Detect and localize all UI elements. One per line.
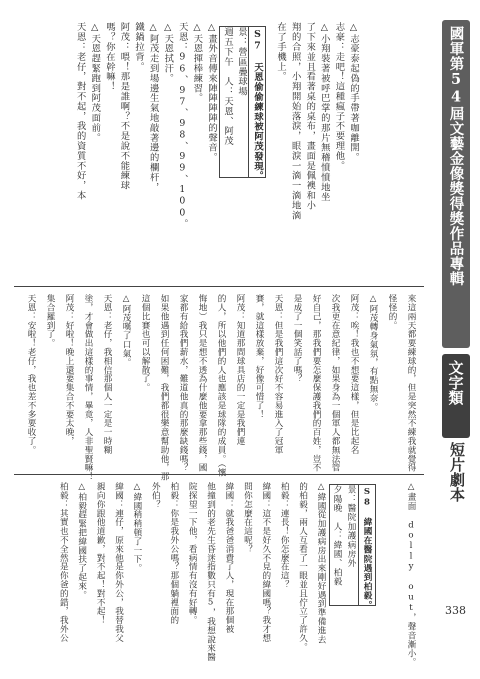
text-line: 家都有給我們薪水，難道他真的那麼缺錢嗎？ xyxy=(178,294,188,472)
text-line: 柏毅：你是我外公嗎？那個躺裡面的 xyxy=(168,482,179,625)
bottom-text-block-a xyxy=(402,482,420,667)
text-line: 阿茂：知道那間球具店的一定是我們連 xyxy=(235,294,245,446)
text-line: 了下來並且看著桌的桌布，畫面是佩襖和小 xyxy=(304,22,316,211)
text-line: 緯國：這不是好久不見的緯國嗎？我才想 xyxy=(260,482,271,643)
text-line: 親向你跟他道歉，對不起！對不起！ xyxy=(95,482,106,625)
text-line: △畫外音傳來陣陣陣陣的聲音。 xyxy=(206,22,217,163)
text-line: 次我更在意紀律，如果身為一個軍人都無法管 xyxy=(330,294,340,472)
text-line: 緯國：連仔，原來他是你外公，我替我父 xyxy=(113,482,124,643)
subcategory-label: 短片劇本 xyxy=(448,442,466,502)
text-line: 院探望一下他，看病情有沒有好轉。 xyxy=(187,482,198,625)
text-line: 的柏毅，兩人互看了一眼並且佇立了許久。 xyxy=(297,482,308,652)
text-line: 賽，就這樣放棄，好像可惜了！ xyxy=(254,294,264,419)
text-line: △小翔裝著被呼巴掌的那片無稽憤憤地坐 xyxy=(318,22,330,202)
text-line: △阿茂轉身氣氛，有點無奈。 xyxy=(368,294,378,412)
text-line: △柏毅趕緊把緯國扶了起來。 xyxy=(76,482,87,600)
text-line: 好自己，那我們要怎麼保護我們的百姓，豈不 xyxy=(311,294,321,472)
text-line: △畫面 dolly out，聲音漸小。 xyxy=(406,482,416,667)
top-text-block-a xyxy=(272,22,360,282)
scene-8-location: 景：醫院加護病房外 xyxy=(346,485,356,568)
text-line: △天恩趕緊跑到阿茂面前。 xyxy=(89,22,101,143)
scene-7-time-cast: 週五下午 人：天恩、阿茂 xyxy=(222,27,233,146)
text-line: 天恩：老仔，對不起，我的資質不好，本 xyxy=(74,22,86,201)
text-line: 天恩：但是我們這次好不容易進入了冠軍 xyxy=(273,294,283,455)
text-line: △緯國稍稍頓了一下。 xyxy=(131,482,142,573)
text-line: 他撞到的老先生昏迷指數只有5，我想說來醫 xyxy=(205,482,216,662)
text-line: 志豪：走吧！這種瘋子不要理他。 xyxy=(333,22,345,171)
scene-7-location: 景：營區疊球場 xyxy=(236,27,247,97)
page-number: 338 xyxy=(445,604,466,617)
category-label: 文字類 xyxy=(442,354,470,438)
text-line: 阿茂：唉！我也不想要這樣，但是比起名 xyxy=(349,294,359,455)
text-line: 來這兩天都要練球的，但是突然不練我就覺得 xyxy=(406,294,416,472)
text-line: △緯國從加護病房出來剛好遇到準備進去 xyxy=(316,482,326,644)
middle-text-block xyxy=(21,294,420,481)
text-line: 問你怎麼在這呢？ xyxy=(242,482,253,554)
band-divider xyxy=(14,474,424,475)
text-line: 嗎？你在幹嘛！ xyxy=(103,22,115,92)
scene-7-title: S7 天恩偷偷練球被阿茂發現。 xyxy=(248,27,265,177)
book-title: 國軍第54屆文藝金像獎得獎作品專輯 xyxy=(442,20,470,348)
text-line: △阿茂走到場邊生氣地敲著邊的欄杆， xyxy=(147,22,159,192)
text-line: 這個比賽也可以解散了。 xyxy=(140,294,150,392)
text-line: △天恩拭汗。 xyxy=(162,22,174,84)
text-line: 是成了一個笑話了嗎？ xyxy=(292,294,302,383)
text-line: 柏毅：連長！你怎麼在這？ xyxy=(279,482,290,589)
text-line: 緯國：就我爸爸消費了人，現在那個被 xyxy=(223,482,234,634)
scene-8-box xyxy=(329,484,376,610)
scene-8-title: S8 緯國在醫院遇到柏毅。 xyxy=(358,485,375,605)
text-line: 阿茂：好啦！晚上還要集合不要太晚， xyxy=(64,294,74,446)
text-line: 在了手機上。 xyxy=(275,22,287,82)
text-line: △天恩揮棒練習。 xyxy=(191,22,203,103)
text-line: 怪怪的。 xyxy=(387,294,397,330)
top-text-block-b xyxy=(72,22,218,282)
text-line: 如果他遇到任何困難，我們都很樂意幫助他，那 xyxy=(159,294,169,481)
scene-7-box xyxy=(219,26,266,181)
text-line: 柏毅：其實也不全然是你爸的錯，我外公 xyxy=(58,482,69,643)
text-line: 天恩：96、97、98、99、100。 xyxy=(176,22,188,229)
text-line: 塗，才會做出這樣的事情，畢竟，人非聖賢嘛！ xyxy=(83,294,93,481)
text-line: 翔的合照，小翔開始落淚，眼淚一滴一滴地滴 xyxy=(289,22,301,220)
bottom-text-block-b xyxy=(54,482,330,662)
text-line: 集合羅到了。 xyxy=(45,294,55,348)
text-line: 悔地）我只是想不透為什麼他要拿那些錢，國 xyxy=(197,294,207,472)
header-strip xyxy=(428,0,480,679)
text-line: △志豪泰起偽的手帶著咖離開。 xyxy=(348,22,359,163)
text-line: 阿茂：喂！那是誰啊？不是說不能練球 xyxy=(118,22,130,191)
band-divider xyxy=(14,286,424,287)
text-line: 外伯？ xyxy=(150,482,161,509)
scene-8-time-cast: 夕陽晚 人：緯國、柏毅 xyxy=(332,485,342,587)
text-line: 天恩：老仔，我相信那個人一定是一時糊 xyxy=(102,294,112,455)
text-line: 鐵鍋拉背。 xyxy=(133,22,145,72)
text-line: 天恩：安啦！老仔，我也差不多要收了。 xyxy=(26,294,36,455)
text-line: △阿茂嘆了口氣。 xyxy=(121,294,131,367)
text-line: 的人，所以他們的人也應該是球隊的成員。（懷 xyxy=(216,294,226,477)
